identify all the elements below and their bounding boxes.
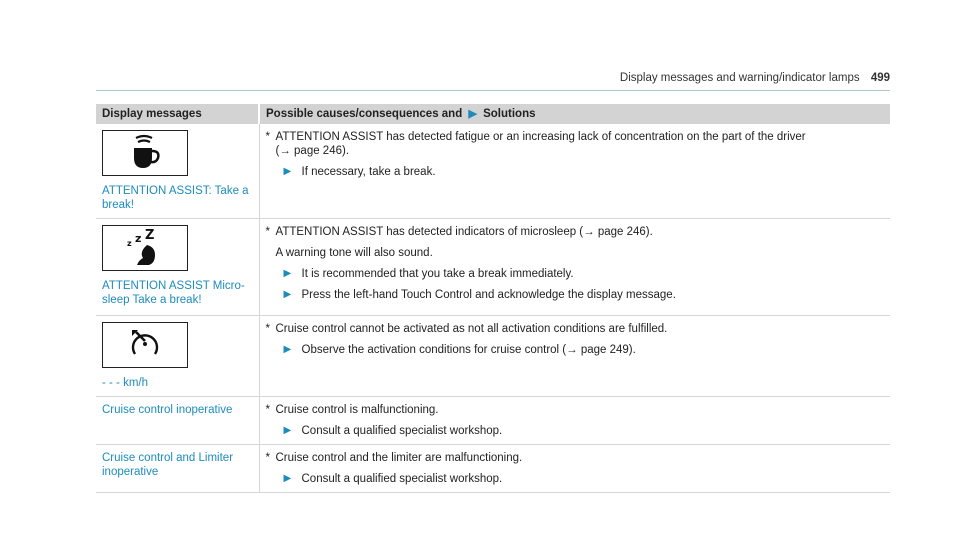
cause-text: ATTENTION ASSIST has detected fatigue or an increasing lack of concentration on the part of the driver bbox=[275, 131, 806, 143]
running-head-title: Display messages and warning/indicator lamps bbox=[619, 72, 860, 84]
table-row bbox=[96, 124, 890, 219]
cause-item: * Cruise control is malfunctioning. bbox=[265, 404, 439, 416]
message-cell bbox=[96, 124, 259, 219]
message-cell bbox=[96, 316, 259, 397]
table-row bbox=[96, 445, 890, 493]
solutions-arrow-icon: ▶ bbox=[468, 108, 477, 120]
cause-text: Cruise control is malfunctioning. bbox=[275, 404, 439, 416]
solution-text: It is recommended that you take a break immediately. bbox=[301, 268, 574, 280]
solution-text: Consult a qualified specialist workshop. bbox=[301, 425, 503, 437]
cause-item: * ATTENTION ASSIST has detected indicators of microsleep (→ page 246). bbox=[265, 226, 653, 238]
causes-cell bbox=[259, 124, 890, 219]
microsleep-zzz-icon bbox=[125, 229, 165, 267]
cause-extra-text: A warning tone will also sound. bbox=[275, 247, 433, 259]
display-message-text: Cruise control inoperative bbox=[102, 404, 233, 416]
col-header-display-messages: Display messages bbox=[96, 104, 259, 124]
col-header-causes: Possible causes/consequences and bbox=[266, 108, 463, 120]
causes-cell bbox=[259, 445, 890, 493]
cause-item: * ATTENTION ASSIST has detected fatigue or an increasing lack of concentration on the part of the driver (→ page 246). bbox=[265, 131, 806, 157]
table-row bbox=[96, 219, 890, 316]
display-messages-table bbox=[96, 104, 890, 493]
cause-text: ATTENTION ASSIST has detected indicators of microsleep (→ page 246). bbox=[275, 226, 653, 238]
page-number: 499 bbox=[870, 72, 890, 84]
solution-arrow-icon: ▶ bbox=[283, 289, 292, 300]
display-message-text: - - - km/h bbox=[102, 377, 148, 389]
display-message-text: ATTENTION ASSIST: Take a break! bbox=[102, 185, 249, 211]
causes-cell bbox=[259, 397, 890, 445]
solution-item bbox=[284, 165, 885, 179]
icon-frame bbox=[102, 225, 188, 271]
svg-text:Z: Z bbox=[145, 229, 155, 243]
solution-text: Press the left-hand Touch Control and acknowledge the display message. bbox=[301, 289, 676, 301]
solution-item bbox=[284, 288, 885, 302]
cause-item: * Cruise control and the limiter are malfunctioning. bbox=[265, 452, 523, 464]
table-row bbox=[96, 397, 890, 445]
cause-item: * Cruise control cannot be activated as not all activation conditions are fulfilled. bbox=[265, 323, 668, 335]
solution-arrow-icon: ▶ bbox=[283, 344, 292, 355]
table-row bbox=[96, 316, 890, 397]
display-message-text: ATTENTION ASSIST Micro-sleep Take a break! bbox=[102, 280, 245, 306]
message-cell bbox=[96, 219, 259, 316]
solution-text: Consult a qualified specialist workshop. bbox=[301, 473, 503, 485]
header-rule bbox=[96, 90, 890, 91]
cause-text: Cruise control and the limiter are malfunctioning. bbox=[275, 452, 523, 464]
running-head bbox=[620, 72, 890, 84]
display-message-text: Cruise control and Limiter inoperative bbox=[102, 452, 234, 478]
solution-item bbox=[284, 424, 885, 438]
coffee-cup-icon bbox=[128, 134, 162, 172]
icon-frame bbox=[102, 130, 188, 176]
speedometer-icon bbox=[127, 328, 163, 362]
solution-arrow-icon: ▶ bbox=[283, 473, 292, 484]
solution-text: If necessary, take a break. bbox=[301, 166, 436, 178]
message-cell bbox=[96, 445, 259, 493]
col-header-solutions: Solutions bbox=[483, 108, 536, 120]
col-header-causes-solutions bbox=[259, 104, 890, 124]
solution-arrow-icon: ▶ bbox=[283, 166, 292, 177]
icon-frame bbox=[102, 322, 188, 368]
causes-cell bbox=[259, 219, 890, 316]
message-cell bbox=[96, 397, 259, 445]
solution-arrow-icon: ▶ bbox=[283, 425, 292, 436]
solution-text: Observe the activation conditions for cruise control (→ page 249). bbox=[301, 344, 636, 356]
cause-text: Cruise control cannot be activated as not all activation conditions are fulfilled. bbox=[275, 323, 668, 335]
solution-item bbox=[284, 472, 885, 486]
solution-item bbox=[284, 343, 885, 357]
table-header-row bbox=[96, 104, 890, 124]
causes-cell bbox=[259, 316, 890, 397]
solution-item bbox=[284, 267, 885, 281]
cause-page-ref: (→ page 246). bbox=[275, 145, 350, 157]
svg-text:z: z bbox=[135, 232, 142, 245]
solution-arrow-icon: ▶ bbox=[283, 268, 292, 279]
svg-text:z: z bbox=[127, 239, 132, 248]
